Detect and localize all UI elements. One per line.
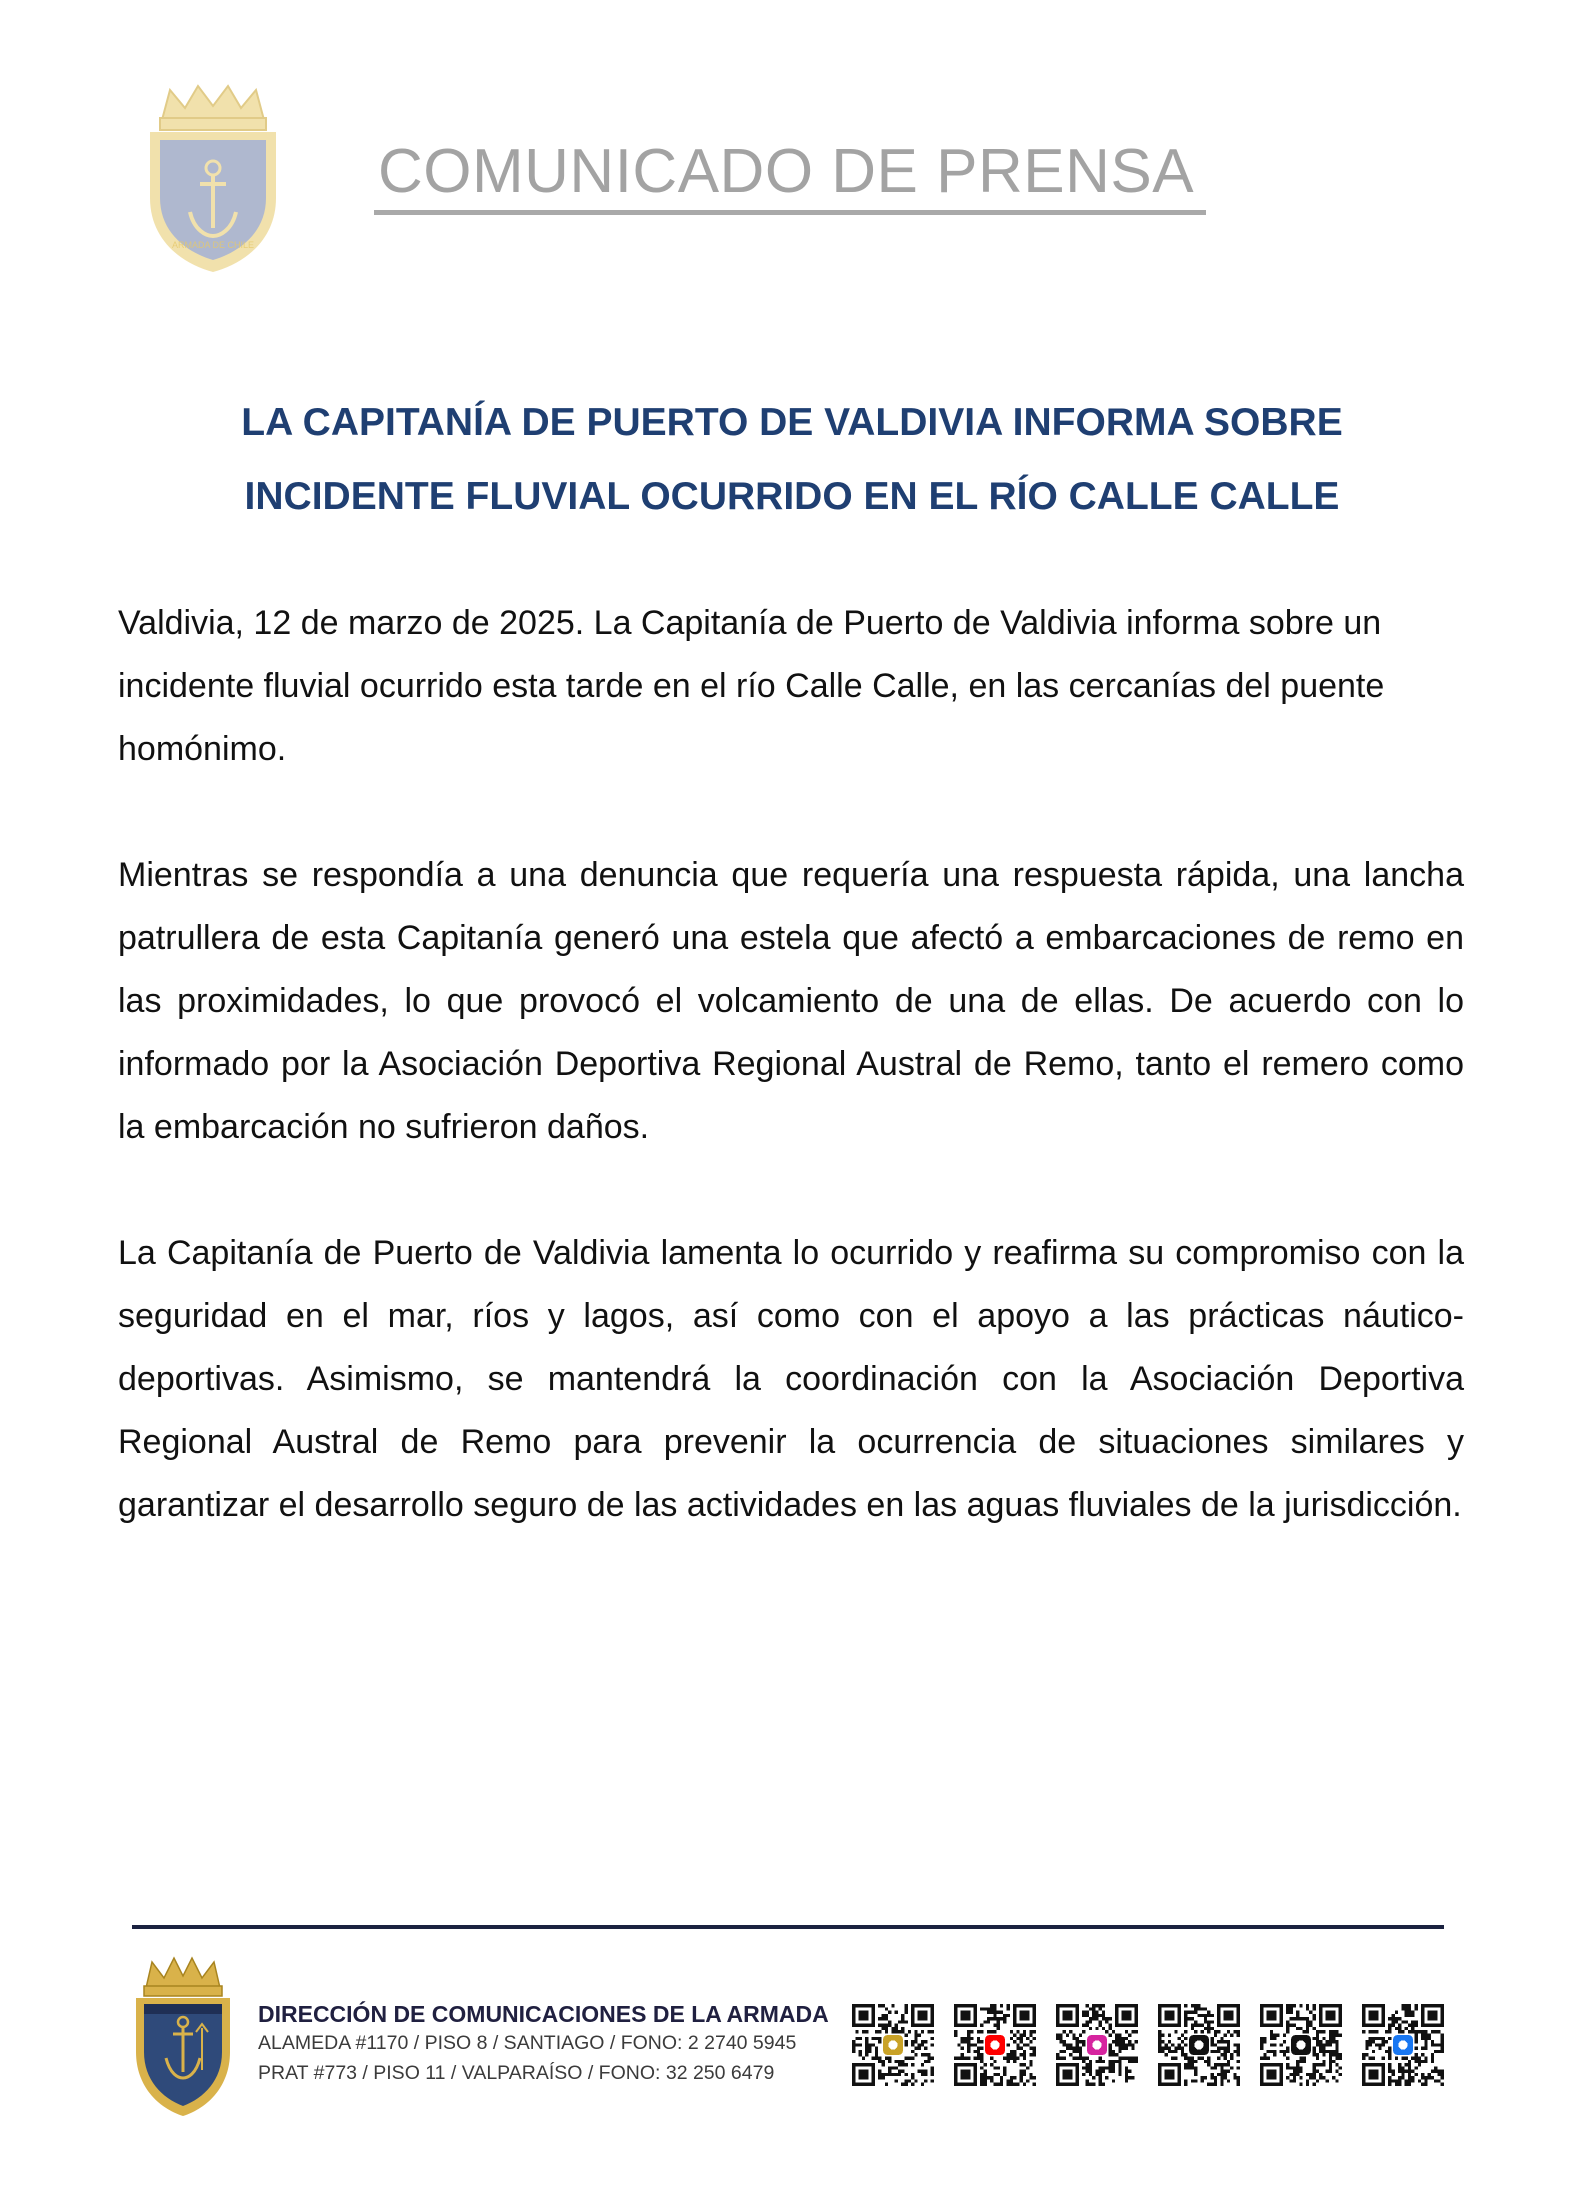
address-valparaiso: PRAT #773 / PISO 11 / VALPARAÍSO / FONO: 32 250 6479 xyxy=(258,2062,775,2084)
qr-code-instagram[interactable] xyxy=(1056,2004,1138,2086)
qr-code-x[interactable] xyxy=(1260,2004,1342,2086)
qr-code-armada-web[interactable] xyxy=(852,2004,934,2086)
paragraph-2: Mientras se respondía a una denuncia que requería una respuesta rápida, una lancha patrullera de esta Capitanía generó una estela que afectó a embarcaciones de remo en las proximidades, lo que provocó el volcamiento de una de ellas. De acuerdo con lo informado por la Asociación Deportiva Regional Austral de Remo, tanto el remero como la embarcación no sufrieron daños. xyxy=(118,856,1464,1146)
crest-text: ARMADA DE CHILE xyxy=(171,240,255,250)
facebook-icon-glyph xyxy=(1398,2040,1407,2049)
social-qr-codes xyxy=(852,2004,1448,2086)
x-icon-glyph xyxy=(1296,2040,1305,2049)
qr-code-facebook[interactable] xyxy=(1362,2004,1444,2086)
tiktok-icon-glyph xyxy=(1194,2040,1203,2049)
paragraph-1: Valdivia, 12 de marzo de 2025. La Capitanía de Puerto de Valdivia informa sobre un incidente fluvial ocurrido esta tarde en el río Calle Calle, en las cercanías del puente homónimo. xyxy=(118,604,1385,768)
headline-line-1: LA CAPITANÍA DE PUERTO DE VALDIVIA INFORMA SOBRE xyxy=(241,401,1343,444)
article-body xyxy=(118,592,1464,1537)
qr-code-youtube[interactable] xyxy=(954,2004,1036,2086)
footer-crest-icon xyxy=(132,1954,234,2118)
org-name: DIRECCIÓN DE COMUNICACIONES DE LA ARMADA xyxy=(258,2001,829,2027)
headline xyxy=(118,386,1466,534)
address-santiago: ALAMEDA #1170 / PISO 8 / SANTIAGO / FONO: 2 2740 5945 xyxy=(258,2032,797,2054)
armada-crest-icon xyxy=(140,80,286,275)
paragraph-3: La Capitanía de Puerto de Valdivia lamenta lo ocurrido y reafirma su compromiso con la seguridad en el mar, ríos y lagos, así como con el apoyo a las prácticas náutico-deportivas. Asimismo, se mantendrá la coordinación con la Asociación Deportiva Regional Austral de Remo para prevenir la ocurrencia de situaciones similares y garantizar el desarrollo seguro de las actividades en las aguas fluviales de la jurisdicción. xyxy=(118,1234,1464,1524)
qr-code-tiktok[interactable] xyxy=(1158,2004,1240,2086)
footer-contact-block xyxy=(258,2000,829,2088)
footer-divider xyxy=(132,1925,1444,1929)
document-type-title: COMUNICADO DE PRENSA xyxy=(378,137,1195,206)
youtube-icon-glyph xyxy=(990,2040,999,2049)
instagram-icon-glyph xyxy=(1092,2040,1101,2049)
title-underline xyxy=(374,210,1206,215)
crest-icon-glyph xyxy=(888,2040,897,2049)
headline-line-2: INCIDENTE FLUVIAL OCURRIDO EN EL RÍO CALLE CALLE xyxy=(244,475,1340,518)
